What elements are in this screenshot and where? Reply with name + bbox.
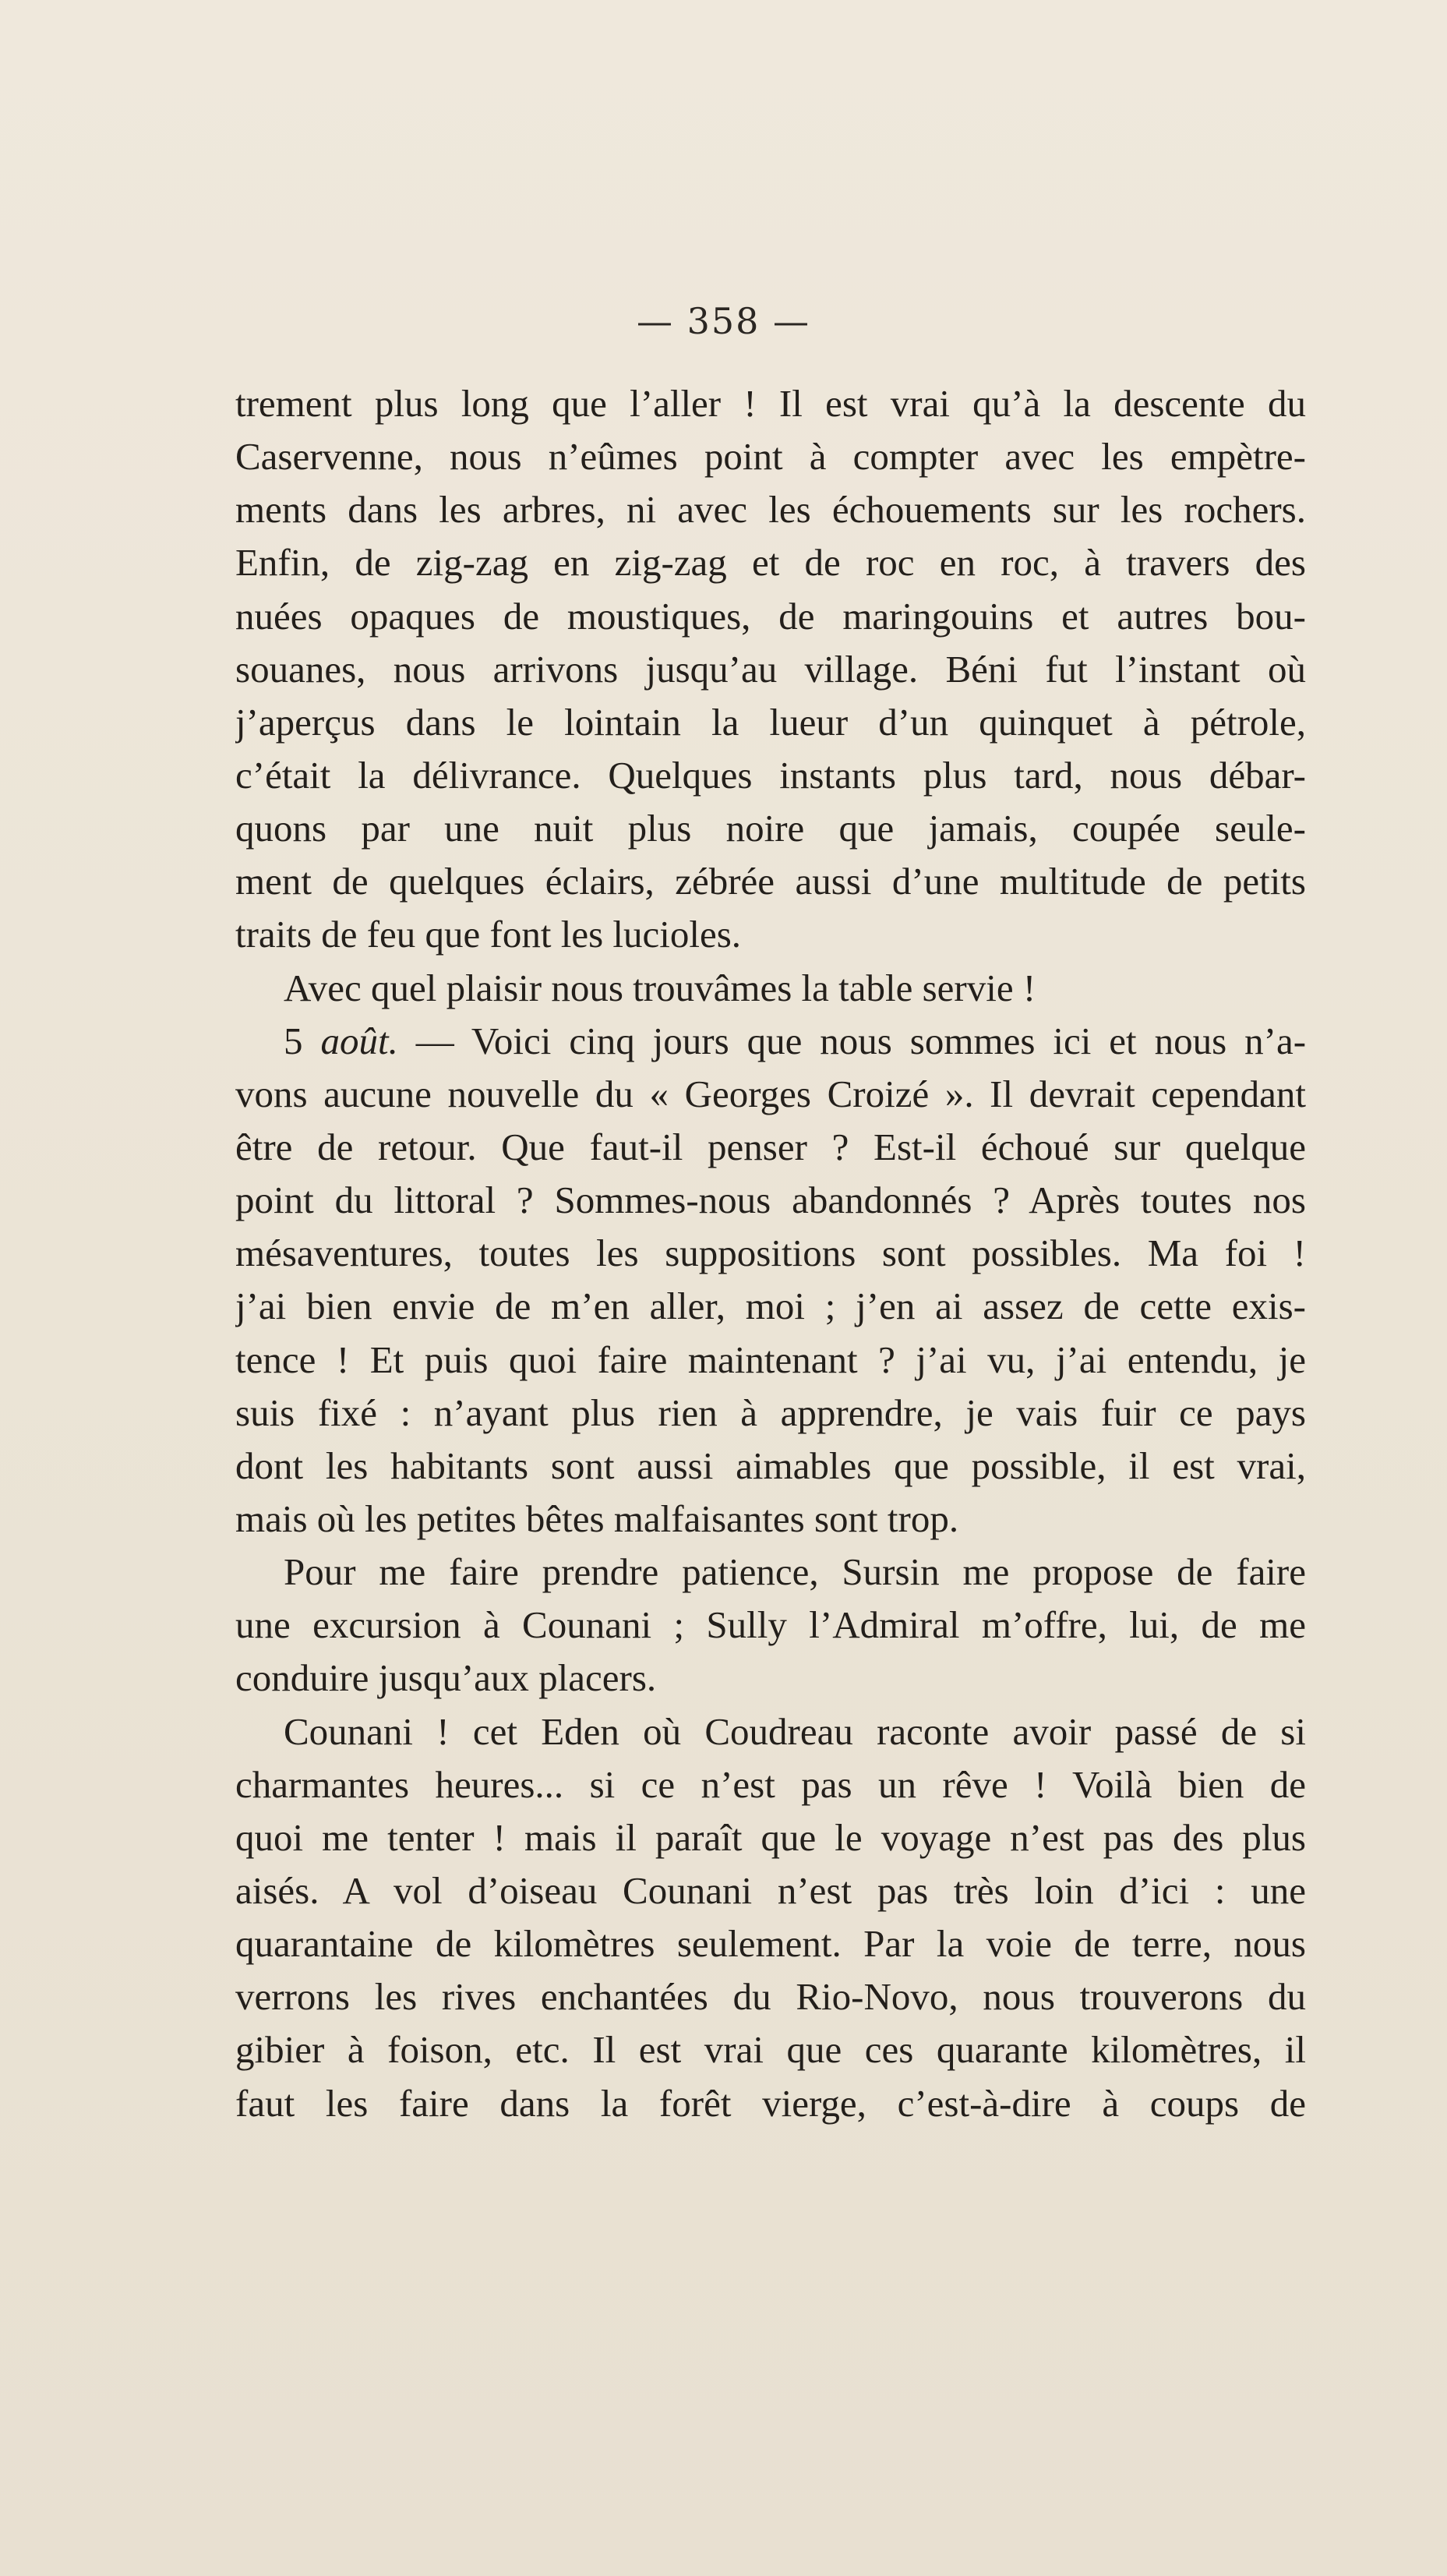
text-line: faut les faire dans la forêt vierge, c’est-à-dire à coups de <box>235 2081 1306 2125</box>
text-line: dont les habitants sont aussi aimables que possible, il est vrai, <box>235 1443 1306 1487</box>
text-line: Caservenne, nous n’eûmes point à compter avec les empètre- <box>235 435 1306 479</box>
date-word: août. <box>320 1019 398 1062</box>
text-line: conduire jusqu’aux placers. <box>235 1656 657 1700</box>
text-line: suis fixé : n’ayant plus rien à apprendre, je vais fuir ce pays <box>235 1390 1306 1434</box>
text-line: vons aucune nouvelle du « Georges Croizé ». Il devrait cependant <box>235 1072 1306 1115</box>
text-line: charmantes heures... si ce n’est pas un rêve ! Voilà bien de <box>235 1762 1306 1806</box>
text-line: Avec quel plaisir nous trouvâmes la table servie ! <box>284 966 1036 1009</box>
text-line: quons par une nuit plus noire que jamais, coupée seule- <box>235 807 1306 850</box>
text-line: aisés. A vol d’oiseau Counani n’est pas très loin d’ici : une <box>235 1868 1306 1912</box>
text-line: traits de feu que font les lucioles. <box>235 913 742 956</box>
text-line: souanes, nous arrivons jusqu’au village. Béni fut l’instant où <box>235 647 1306 691</box>
text-line-dated <box>235 1015 1306 1068</box>
text-line: nuées opaques de moustiques, de maringouins et autres bou- <box>235 594 1306 638</box>
body-text <box>235 377 1306 2130</box>
date-prefix: 5 <box>284 1019 321 1062</box>
page-number: — 358 — <box>636 300 811 342</box>
text-line: gibier à foison, etc. Il est vrai que ces quarante kilomètres, il <box>235 2028 1306 2072</box>
text-line: c’était la délivrance. Quelques instants plus tard, nous débar- <box>235 753 1306 797</box>
text-line: j’ai bien envie de m’en aller, moi ; j’en ai assez de cette exis- <box>235 1284 1306 1328</box>
text-line: Enfin, de zig-zag en zig-zag et de roc en roc, à travers des <box>235 541 1306 585</box>
text-line: verrons les rives enchantées du Rio-Novo, nous trouverons du <box>235 1975 1306 2019</box>
text-line: Pour me faire prendre patience, Sursin me propose de faire <box>284 1550 1306 1594</box>
text-line: j’aperçus dans le lointain la lueur d’un quinquet à pétrole, <box>235 700 1306 744</box>
text-line: mais où les petites bêtes malfaisantes sont trop. <box>235 1496 959 1540</box>
dated-line-text: — Voici cinq jours que nous sommes ici et nous n’a- <box>415 1019 1306 1062</box>
text-line: mésaventures, toutes les suppositions sont possibles. Ma foi ! <box>235 1231 1306 1275</box>
text-line: quarantaine de kilomètres seulement. Par la voie de terre, nous <box>235 1922 1306 1966</box>
text-line: quoi me tenter ! mais il paraît que le voyage n’est pas des plus <box>235 1815 1306 1859</box>
text-line: trement plus long que l’aller ! Il est vrai qu’à la descente du <box>235 382 1306 425</box>
text-line: ment de quelques éclairs, zébrée aussi d’une multitude de petits <box>235 860 1306 903</box>
text-line: être de retour. Que faut-il penser ? Est-il échoué sur quelque <box>235 1125 1306 1168</box>
text-line: une excursion à Counani ; Sully l’Admiral m’offre, lui, de me <box>235 1603 1306 1647</box>
text-line: point du littoral ? Sommes-nous abandonnés ? Après toutes nos <box>235 1178 1306 1222</box>
text-line: ments dans les arbres, ni avec les échouements sur les rochers. <box>235 488 1306 532</box>
text-line: Counani ! cet Eden où Coudreau raconte avoir passé de si <box>284 1709 1306 1753</box>
text-line: tence ! Et puis quoi faire maintenant ? j’ai vu, j’ai entendu, je <box>235 1337 1306 1381</box>
